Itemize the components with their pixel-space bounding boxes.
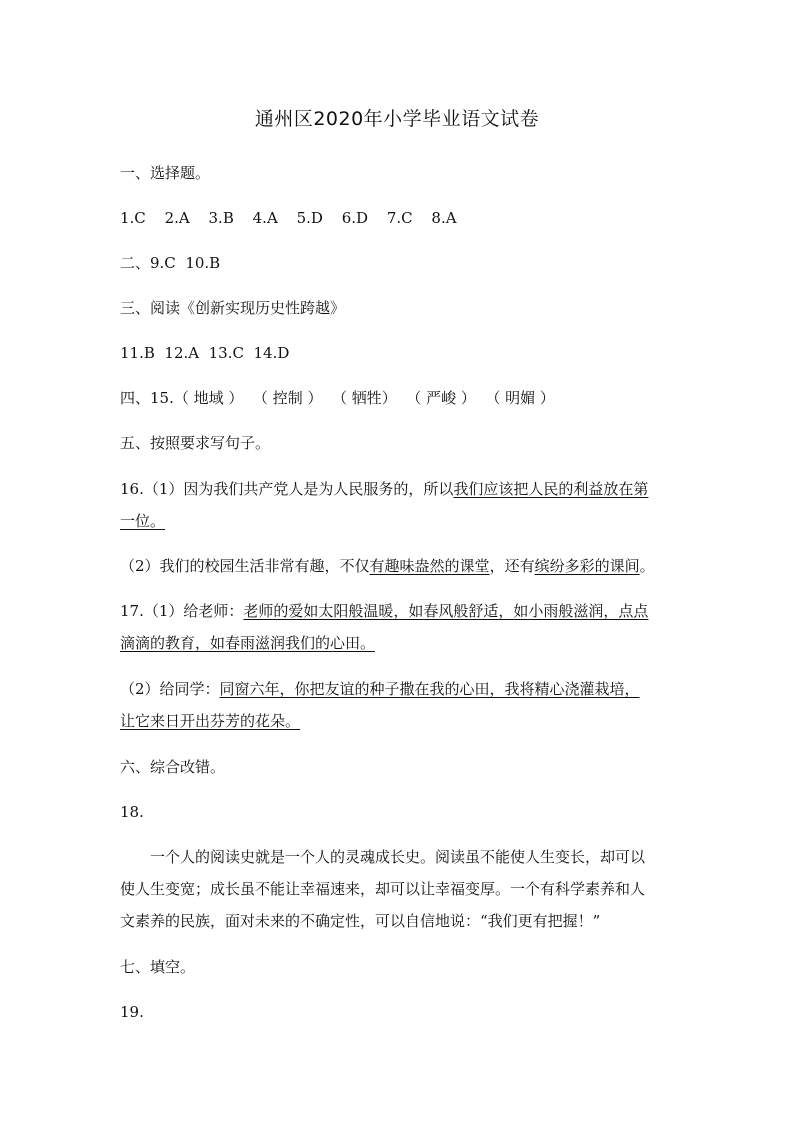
question-17-1-answer-cont: 滴滴的教育，如春雨滋润我们的心田。 bbox=[120, 634, 376, 652]
answer-5: 5.D bbox=[296, 209, 323, 227]
question-17-2 bbox=[120, 679, 640, 699]
question-16-1-prefix: 16.（1）因为我们共产党人是为人民服务的，所以 bbox=[120, 480, 454, 498]
answer-3: 3.B bbox=[208, 209, 234, 227]
question-16-2-end: 。 bbox=[639, 557, 655, 575]
question-16-1-answer: 我们应该把人民的利益放在第 bbox=[453, 480, 649, 498]
section-1-heading: 一、选择题。 bbox=[120, 164, 211, 182]
question-16-2-answer-2: 缤纷多彩的课间 bbox=[534, 557, 640, 575]
section-5-heading: 五、按照要求写句子。 bbox=[120, 434, 271, 452]
question-16-1-answer-cont: 一位。 bbox=[120, 512, 166, 530]
page-title: 通州区2020年小学毕业语文试卷 bbox=[254, 108, 540, 130]
question-17-2-answer: 同窗六年，你把友谊的种子撒在我的心田，我将精心浇灌栽培， bbox=[219, 680, 640, 698]
question-17-1-answer: 老师的爱如太阳般温暖，如春风般舒适，如小雨般滋润，点点 bbox=[243, 602, 649, 620]
question-16-1 bbox=[120, 479, 648, 499]
question-17-1 bbox=[120, 601, 648, 621]
question-17-1-cont bbox=[120, 633, 375, 653]
question-16-1-cont bbox=[120, 511, 165, 531]
section-4-answers: 四、15.（ 地域 ） （ 控制 ） （ 牺牲） （ 严峻 ） （ 明媚 ） bbox=[120, 389, 555, 407]
section-3-heading: 三、阅读《创新实现历史性跨越》 bbox=[120, 299, 346, 317]
question-17-2-cont bbox=[120, 711, 300, 731]
answer-8: 8.A bbox=[431, 209, 457, 227]
section-7-heading: 七、填空。 bbox=[120, 958, 196, 976]
section-2-answers: 二、9.C 10.B bbox=[120, 254, 221, 272]
section-6-heading: 六、综合改错。 bbox=[120, 758, 226, 776]
question-16-2-mid: ，还有 bbox=[489, 557, 535, 575]
question-19-label: 19. bbox=[120, 1003, 144, 1021]
answer-1: 1.C bbox=[120, 209, 146, 227]
question-18-text-line-1: 一个人的阅读史就是一个人的灵魂成长史。阅读虽不能使人生变长，却可以 bbox=[150, 848, 646, 866]
question-18-text-line-3: 文素养的民族，面对未来的不确定性，可以自信地说：“我们更有把握！” bbox=[120, 912, 601, 930]
question-18-label: 18. bbox=[120, 803, 144, 821]
answer-2: 2.A bbox=[164, 209, 190, 227]
answer-7: 7.C bbox=[386, 209, 413, 227]
question-17-2-prefix: （2）给同学： bbox=[120, 680, 220, 698]
answer-4: 4.A bbox=[252, 209, 278, 227]
question-18-text-line-2: 使人生变宽；成长虽不能让幸福速来，却可以让幸福变厚。一个有科学素养和人 bbox=[120, 880, 646, 898]
answer-6: 6.D bbox=[341, 209, 369, 227]
section-3-answers: 11.B 12.A 13.C 14.D bbox=[120, 344, 290, 362]
question-16-2 bbox=[120, 556, 655, 576]
question-16-2-prefix: （2）我们的校园生活非常有趣，不仅 bbox=[120, 557, 370, 575]
question-17-1-prefix: 17.（1）给老师： bbox=[120, 602, 244, 620]
question-17-2-answer-cont: 让它来日开出芬芳的花朵。 bbox=[120, 712, 301, 730]
question-16-2-answer-1: 有趣味盎然的课堂 bbox=[369, 557, 490, 575]
section-1-answers bbox=[120, 208, 457, 228]
